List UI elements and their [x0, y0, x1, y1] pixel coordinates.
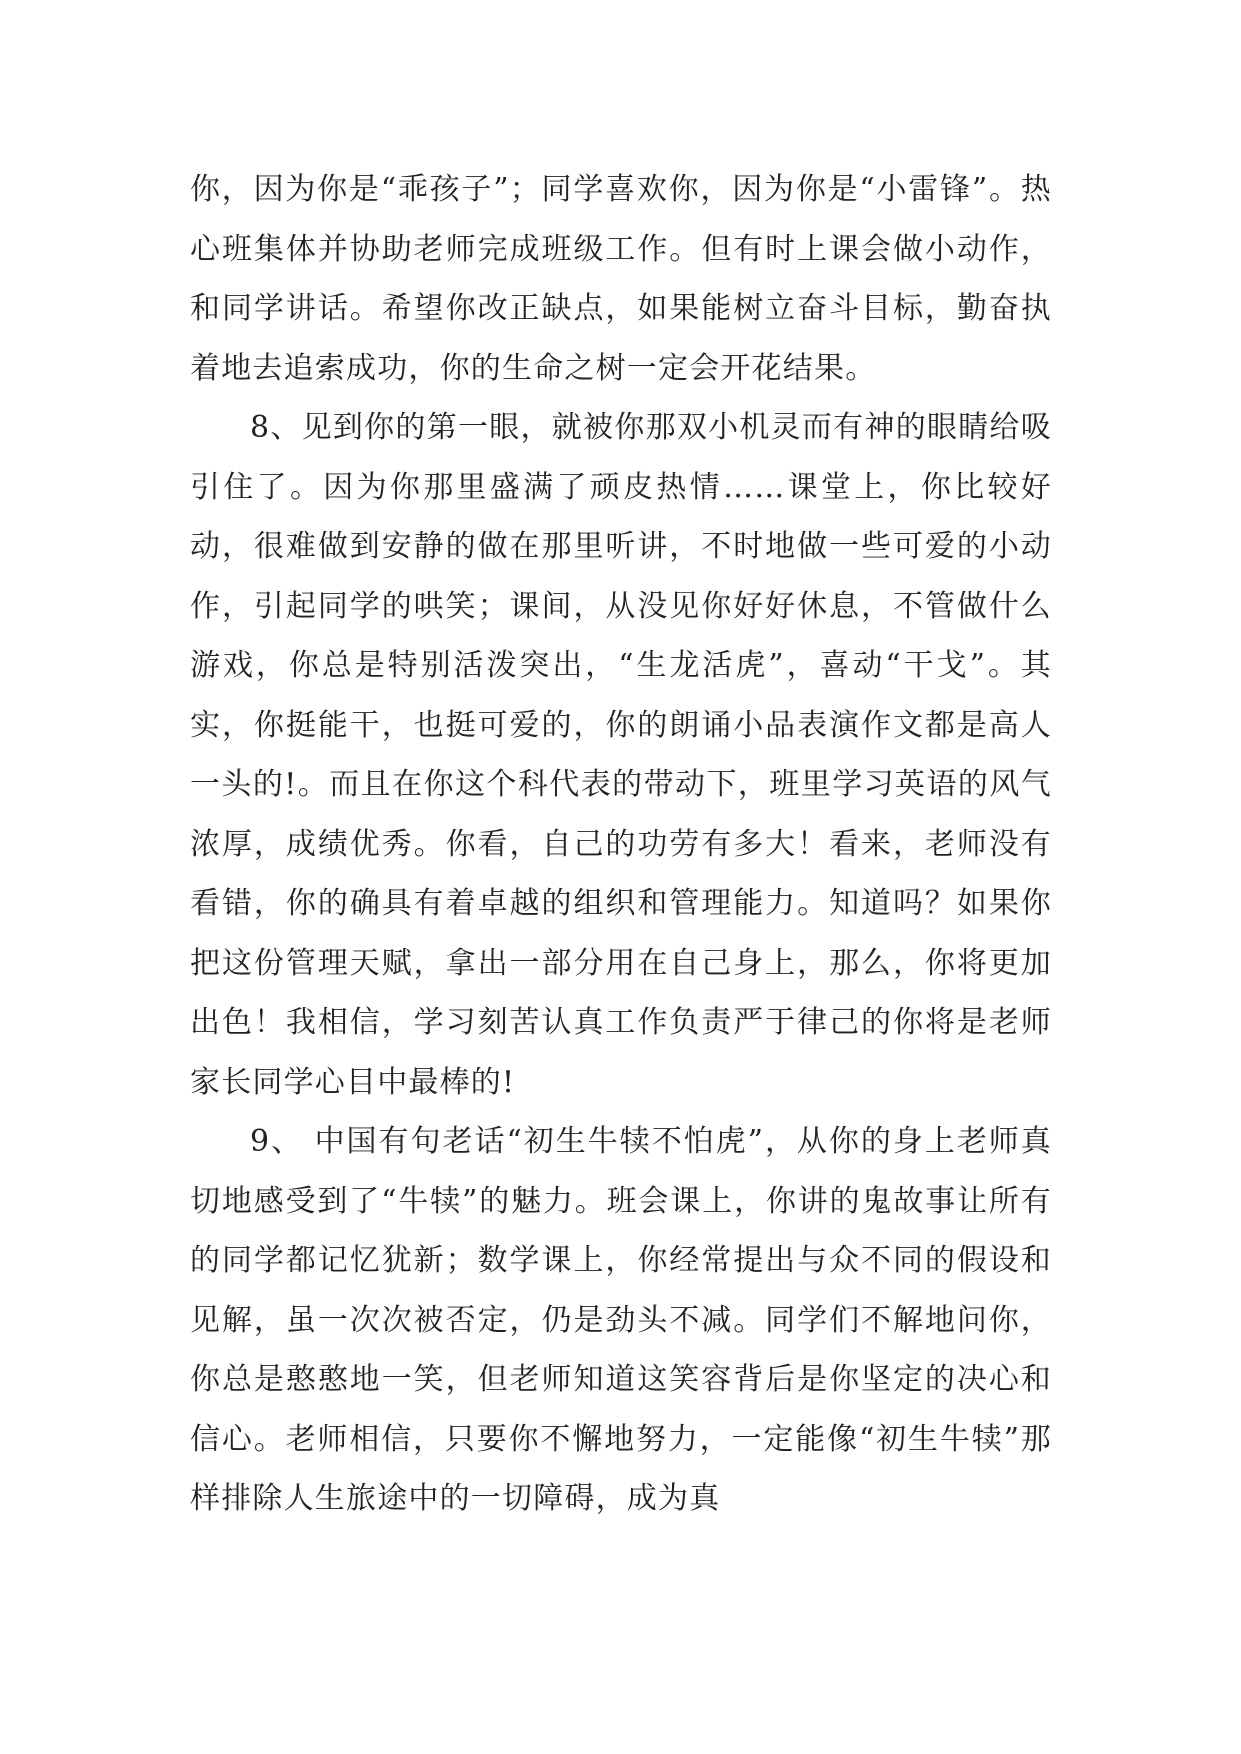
paragraph-continuation: 你，因为你是“乖孩子”；同学喜欢你，因为你是“小雷锋”。热心班集体并协助老师完成班级工作。但有时上课会做小动作，和同学讲话。希望你改正缺点，如果能树立奋斗目标，勤奋执着地去追索成功，你的生命之树一定会开花结果。 — [190, 172, 1052, 386]
paragraph-comment-8: 8、见到你的第一眼，就被你那双小机灵而有神的眼睛给吸引住了。因为你那里盛满了顽皮热情……课堂上，你比较好动，很难做到安静的做在那里听讲，不时地做一些可爱的小动作，引起同学的哄笑；课间，从没见你好好休息，不管做什么游戏，你总是特别活泼突出，“生龙活虎”，喜动“干戈”。其实，你挺能干，也挺可爱的，你的朗诵小品表演作文都是高人一头的!。而且在你这个科代表的带动下，班里学习英语的风气浓厚，成绩优秀。你看，自己的功劳有多大！看来，老师没有看错，你的确具有着卓越的组织和管理能力。知道吗？如果你把这份管理天赋，拿出一部分用在自己身上，那么，你将更加出色！我相信，学习刻苦认真工作负责严于律己的你将是老师家长同学心目中最棒的! — [190, 410, 1052, 1100]
document-body — [190, 160, 1052, 1529]
paragraph-comment-9: 9、 中国有句老话“初生牛犊不怕虎”，从你的身上老师真切地感受到了“牛犊”的魅力。班会课上，你讲的鬼故事让所有的同学都记忆犹新；数学课上，你经常提出与众不同的假设和见解，虽一次次被否定，仍是劲头不减。同学们不解地问你，你总是憨憨地一笑，但老师知道这笑容背后是你坚定的决心和信心。老师相信，只要你不懈地努力，一定能像“初生牛犊”那样排除人生旅途中的一切障碍，成为真 — [190, 1124, 1052, 1516]
